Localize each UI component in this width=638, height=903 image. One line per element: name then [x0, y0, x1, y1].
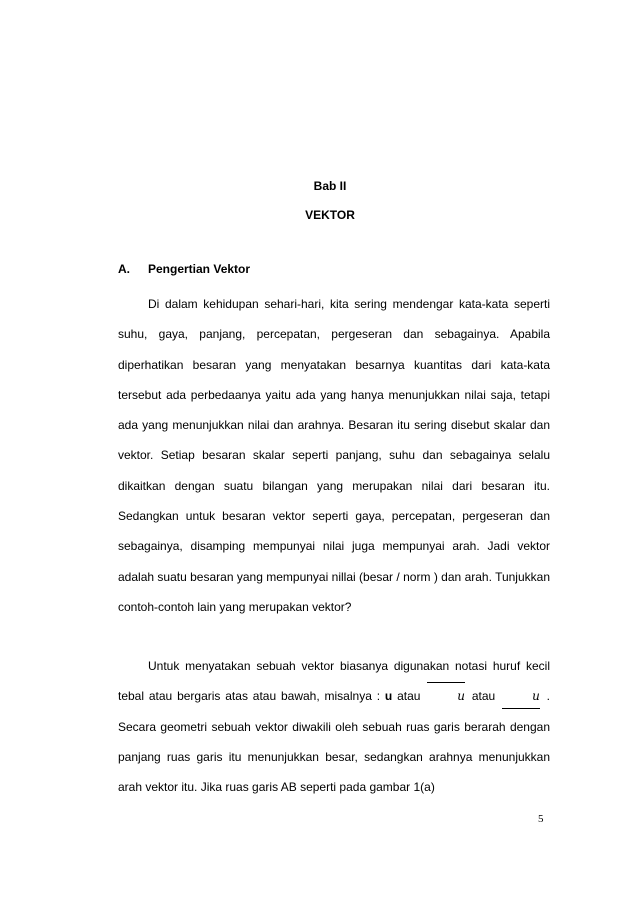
section-title: Pengertian Vektor	[148, 262, 251, 276]
section-heading	[118, 262, 250, 276]
vector-underline-u-icon: u	[502, 681, 540, 711]
paragraph-2-part2: . Secara geometri sebuah vektor diwakili oleh sebuah ruas garis berarah dengan panjang ruas garis itu menunjukkan besar, sedangkan arahnya menunjukkan arah vektor itu. Jika ruas garis AB seperti pada gambar 1(a)	[118, 689, 550, 795]
vector-bold-u: u	[384, 689, 393, 704]
paragraph-1	[118, 289, 550, 622]
paragraph-2	[118, 651, 550, 802]
paragraph-2-atau-2: atau	[467, 689, 501, 704]
section-number: A.	[118, 262, 130, 276]
paragraph-2-atau-1: atau	[392, 689, 426, 704]
vector-overline-u-icon: u	[427, 681, 465, 711]
chapter-title: VEKTOR	[305, 208, 355, 222]
paragraph-2-part1: Untuk menyatakan sebuah vektor biasanya digunakan notasi huruf kecil tebal atau bergaris atas atau bawah, misalnya :	[118, 659, 550, 704]
paragraph-1-text: Di dalam kehidupan sehari-hari, kita sering mendengar kata-kata seperti suhu, gaya, panjang, percepatan, pergeseran dan sebagainya. Apabila diperhatikan besaran yang menyatakan besarnya kuantitas dari kata-kata tersebut ada perbedaanya yaitu ada yang hanya menunjukkan nilai saja, tetapi ada yang menunjukkan nilai dan arahnya. Besaran itu sering disebut skalar dan vektor. Setiap besaran skalar seperti panjang, suhu dan sebagainya selalu dikaitkan dengan suatu bilangan yang merupakan nilai dari besaran itu. Sedangkan untuk besaran vektor seperti gaya, percepatan, pergeseran dan sebagainya, disamping mempunyai nilai juga mempunyai arah. Jadi vektor adalah suatu besaran yang mempunyai nillai (besar / norm ) dan arah. Tunjukkan contoh-contoh lain yang merupakan vektor?	[118, 297, 550, 614]
chapter-number: Bab II	[313, 179, 347, 193]
page-number: 5	[538, 813, 544, 825]
paragraph-2-text	[118, 651, 550, 802]
